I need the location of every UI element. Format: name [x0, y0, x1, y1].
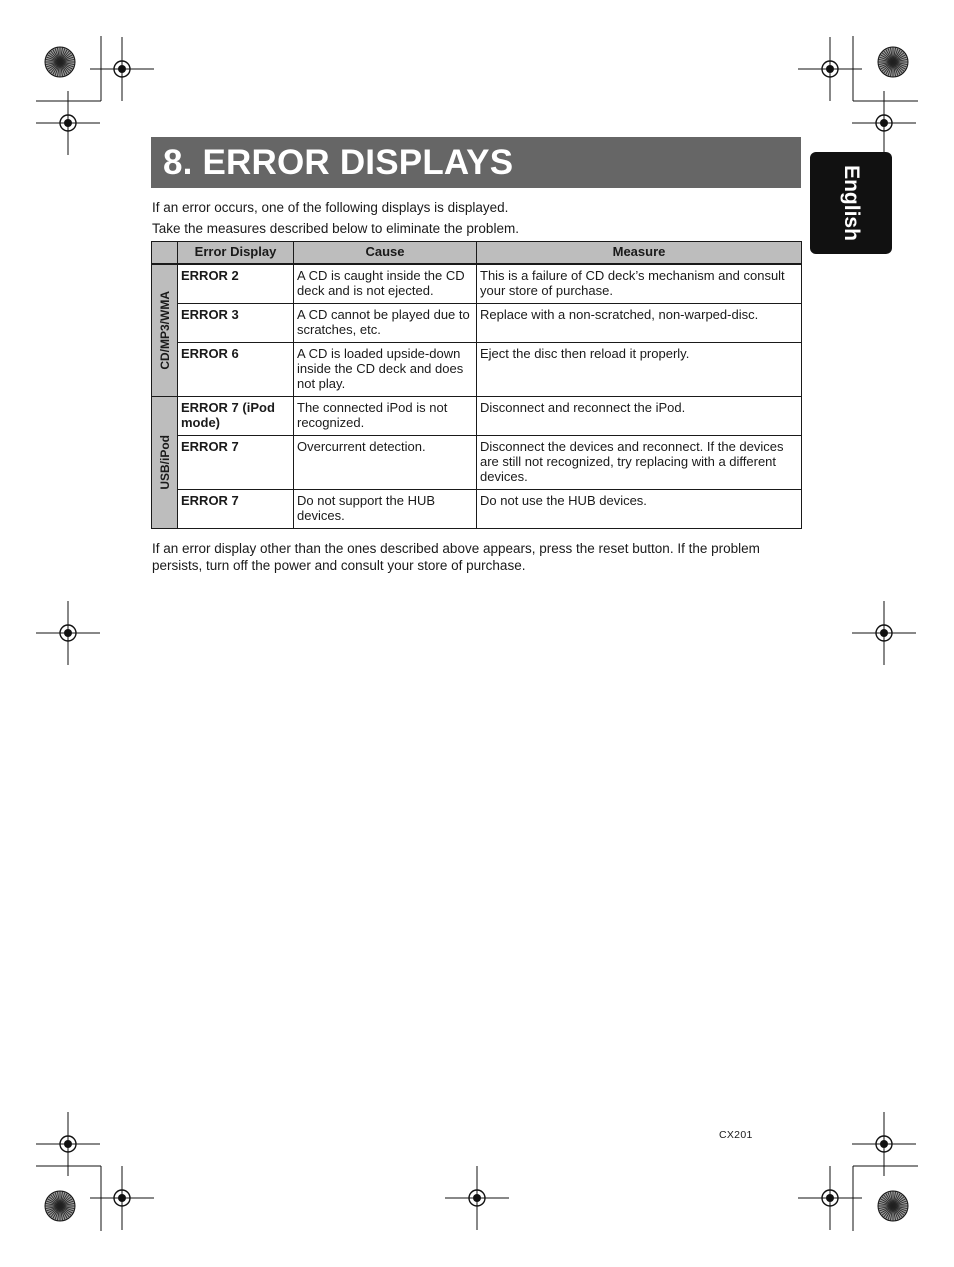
starburst-mark-icon: [878, 1191, 908, 1221]
table-row: [152, 264, 802, 304]
outro-paragraph: If an error display other than the ones described above appears, press the reset button. If the problem persists, turn off the power and consult your store of purchase.: [152, 541, 760, 573]
intro-line-1: If an error occurs, one of the following displays is displayed.: [152, 200, 509, 215]
table-row: [152, 304, 802, 343]
column-header: Cause: [294, 242, 477, 265]
error-cause: Do not support the HUB devices.: [294, 490, 477, 529]
table-row: [152, 343, 802, 397]
group-cell-usb: [152, 397, 178, 529]
table-row: [152, 397, 802, 436]
table-header-row: [152, 242, 802, 265]
error-measure: This is a failure of CD deck’s mechanism and consult your store of purchase.: [477, 264, 802, 304]
error-measure: Do not use the HUB devices.: [477, 490, 802, 529]
language-tab-label: English: [840, 165, 863, 241]
error-cause: The connected iPod is not recognized.: [294, 397, 477, 436]
column-header: Error Display: [178, 242, 294, 265]
title-bar: [151, 137, 801, 188]
table-row: [152, 490, 802, 529]
error-measure: Disconnect the devices and reconnect. If the devices are still not recognized, try replacing with a different devices.: [477, 436, 802, 490]
error-cause: A CD cannot be played due to scratches, etc.: [294, 304, 477, 343]
error-code: ERROR 7: [178, 490, 294, 529]
error-code: ERROR 7: [178, 436, 294, 490]
registration-mark-icon: [876, 1136, 892, 1152]
error-cause: A CD is caught inside the CD deck and is not ejected.: [294, 264, 477, 304]
registration-mark-icon: [114, 61, 130, 77]
starburst-mark-icon: [45, 1191, 75, 1221]
registration-mark-icon: [876, 625, 892, 641]
registration-mark-icon: [876, 115, 892, 131]
registration-mark-icon: [60, 1136, 76, 1152]
group-label: CD/MP3/WMA: [157, 291, 172, 370]
error-measure: Disconnect and reconnect the iPod.: [477, 397, 802, 436]
language-tab: [810, 152, 892, 254]
error-cause: A CD is loaded upside-down inside the CD deck and does not play.: [294, 343, 477, 397]
table-row: [152, 436, 802, 490]
page-title: 8. ERROR DISPLAYS: [163, 142, 514, 182]
group-label: USB/iPod: [157, 435, 172, 490]
column-header: Measure: [477, 242, 802, 265]
error-cause: Overcurrent detection.: [294, 436, 477, 490]
registration-mark-icon: [822, 1190, 838, 1206]
error-measure: Replace with a non-scratched, non-warped-disc.: [477, 304, 802, 343]
error-code: ERROR 2: [178, 264, 294, 304]
registration-mark-icon: [469, 1190, 485, 1206]
registration-mark-icon: [60, 625, 76, 641]
registration-mark-icon: [114, 1190, 130, 1206]
header-group-cell: [152, 242, 178, 265]
group-cell-cd: [152, 264, 178, 397]
error-table: [151, 241, 802, 529]
error-code: ERROR 7 (iPod mode): [178, 397, 294, 436]
registration-mark-icon: [60, 115, 76, 131]
intro-line-2: Take the measures described below to eliminate the problem.: [152, 221, 519, 236]
error-code: ERROR 3: [178, 304, 294, 343]
error-measure: Eject the disc then reload it properly.: [477, 343, 802, 397]
registration-mark-icon: [822, 61, 838, 77]
starburst-mark-icon: [878, 47, 908, 77]
starburst-mark-icon: [45, 47, 75, 77]
model-number: CX201: [719, 1129, 753, 1141]
error-code: ERROR 6: [178, 343, 294, 397]
